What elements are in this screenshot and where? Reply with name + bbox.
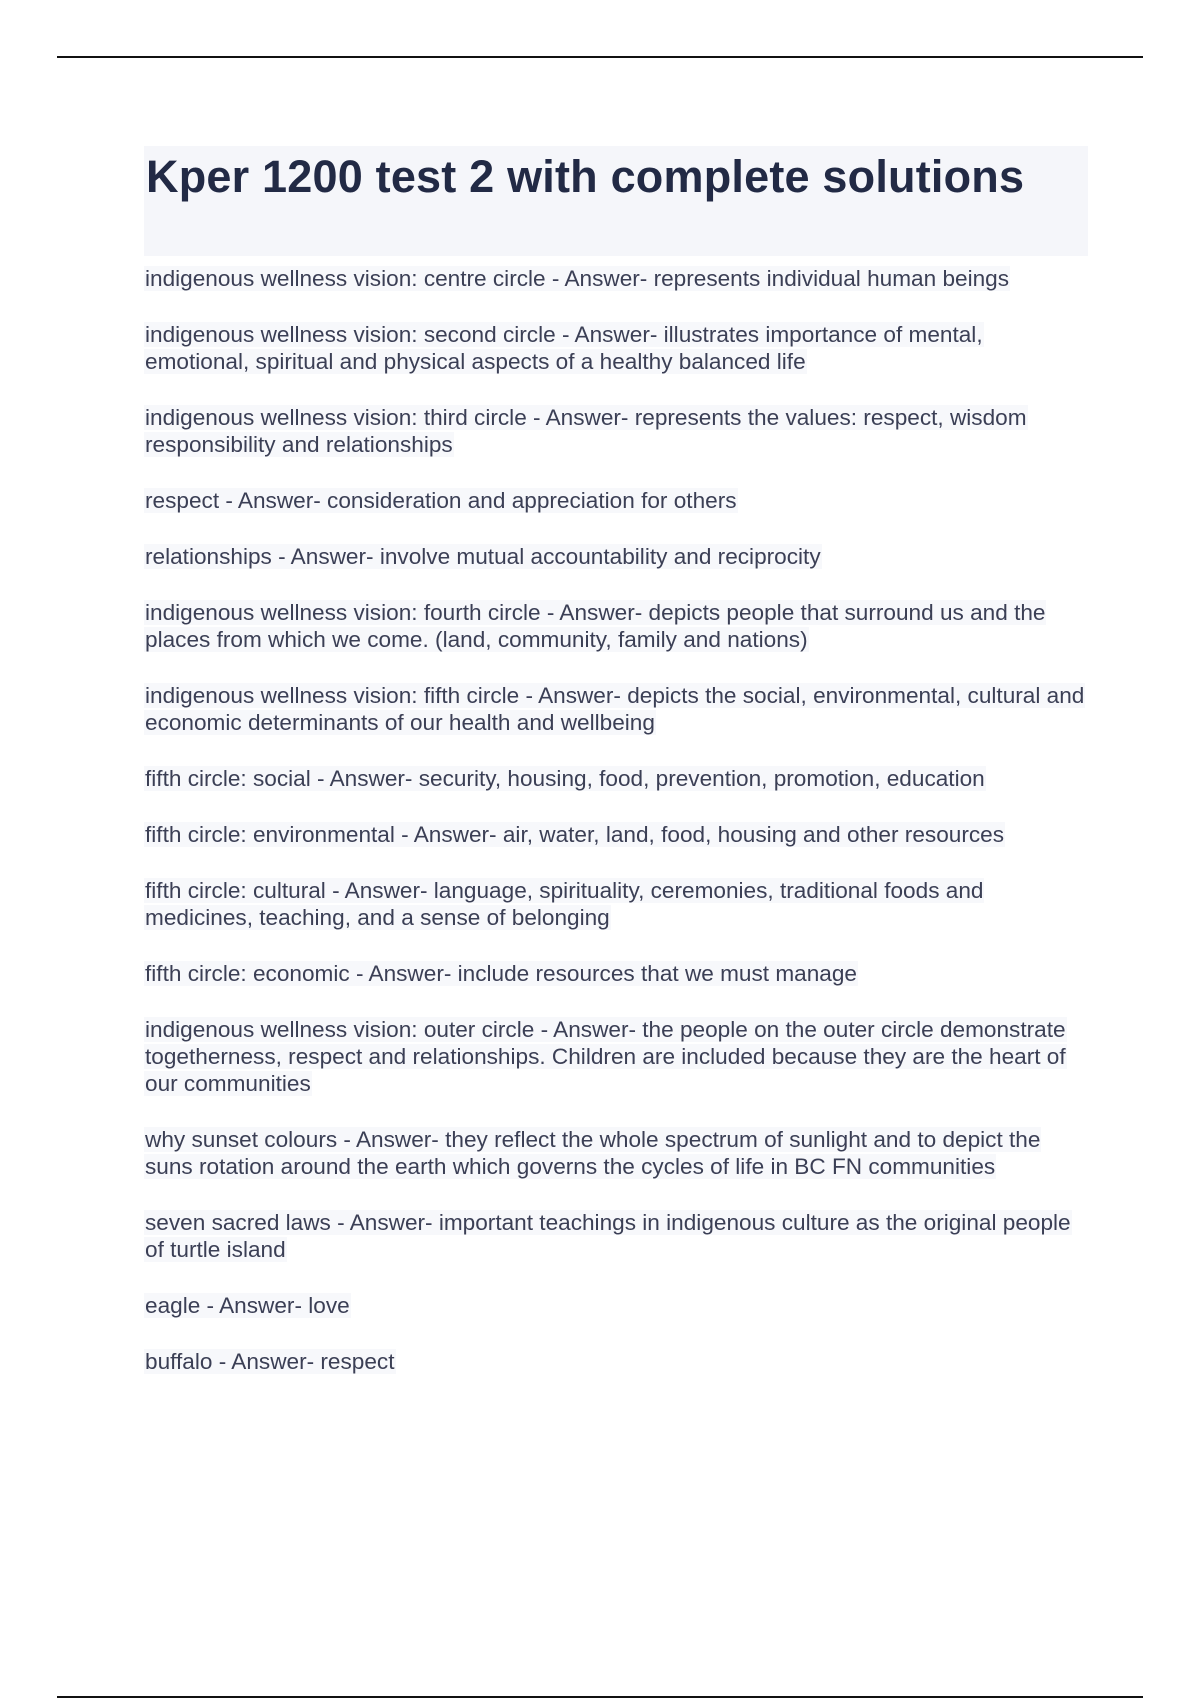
qa-text: buffalo - Answer- respect xyxy=(145,1349,395,1374)
qa-item xyxy=(144,1292,1088,1319)
qa-item xyxy=(144,1348,1088,1375)
qa-item xyxy=(144,960,1088,987)
qa-text: indigenous wellness vision: centre circle - Answer- represents individual human beings xyxy=(145,266,1010,291)
qa-item xyxy=(144,1209,1088,1263)
qa-text: indigenous wellness vision: third circle - Answer- represents the values: respect, wisdom responsibility and relationships xyxy=(145,405,1027,457)
qa-item xyxy=(144,877,1088,931)
qa-item xyxy=(144,321,1088,375)
qa-text: why sunset colours - Answer- they reflect the whole spectrum of sunlight and to depict the suns rotation around the earth which governs the cycles of life in BC FN communities xyxy=(145,1127,1041,1179)
qa-text: relationships - Answer- involve mutual accountability and reciprocity xyxy=(145,544,821,569)
qa-item xyxy=(144,765,1088,792)
qa-item xyxy=(144,682,1088,736)
qa-text: seven sacred laws - Answer- important teachings in indigenous culture as the original people of turtle island xyxy=(145,1210,1071,1262)
qa-text: fifth circle: social - Answer- security, housing, food, prevention, promotion, education xyxy=(145,766,985,791)
qa-item xyxy=(144,487,1088,514)
qa-text: indigenous wellness vision: second circle - Answer- illustrates importance of mental, emotional, spiritual and physical aspects of a healthy balanced life xyxy=(145,322,983,374)
qa-text: indigenous wellness vision: outer circle - Answer- the people on the outer circle demonstrate togetherness, respect and relationships. Children are included because they are the heart of our communities xyxy=(145,1017,1066,1096)
qa-list xyxy=(144,265,1088,1375)
qa-text: eagle - Answer- love xyxy=(145,1293,350,1318)
qa-item xyxy=(144,543,1088,570)
header-rule xyxy=(57,56,1143,58)
qa-item xyxy=(144,265,1088,292)
qa-text: fifth circle: cultural - Answer- language, spirituality, ceremonies, traditional foods and medicines, teaching, and a sense of belonging xyxy=(145,878,984,930)
footer-rule xyxy=(57,1696,1143,1698)
qa-text: indigenous wellness vision: fourth circle - Answer- depicts people that surround us and the places from which we come. (land, community, family and nations) xyxy=(145,600,1046,652)
qa-item xyxy=(144,821,1088,848)
qa-text: fifth circle: environmental - Answer- air, water, land, food, housing and other resources xyxy=(145,822,1005,847)
document-title: Kper 1200 test 2 with complete solutions xyxy=(144,146,1088,256)
qa-text: indigenous wellness vision: fifth circle - Answer- depicts the social, environmental, cultural and economic determinants of our health and wellbeing xyxy=(145,683,1085,735)
document-body xyxy=(144,146,1088,1375)
qa-text: respect - Answer- consideration and appreciation for others xyxy=(145,488,737,513)
qa-item xyxy=(144,1126,1088,1180)
qa-text: fifth circle: economic - Answer- include resources that we must manage xyxy=(145,961,858,986)
qa-item xyxy=(144,1016,1088,1097)
qa-item xyxy=(144,599,1088,653)
qa-item xyxy=(144,404,1088,458)
